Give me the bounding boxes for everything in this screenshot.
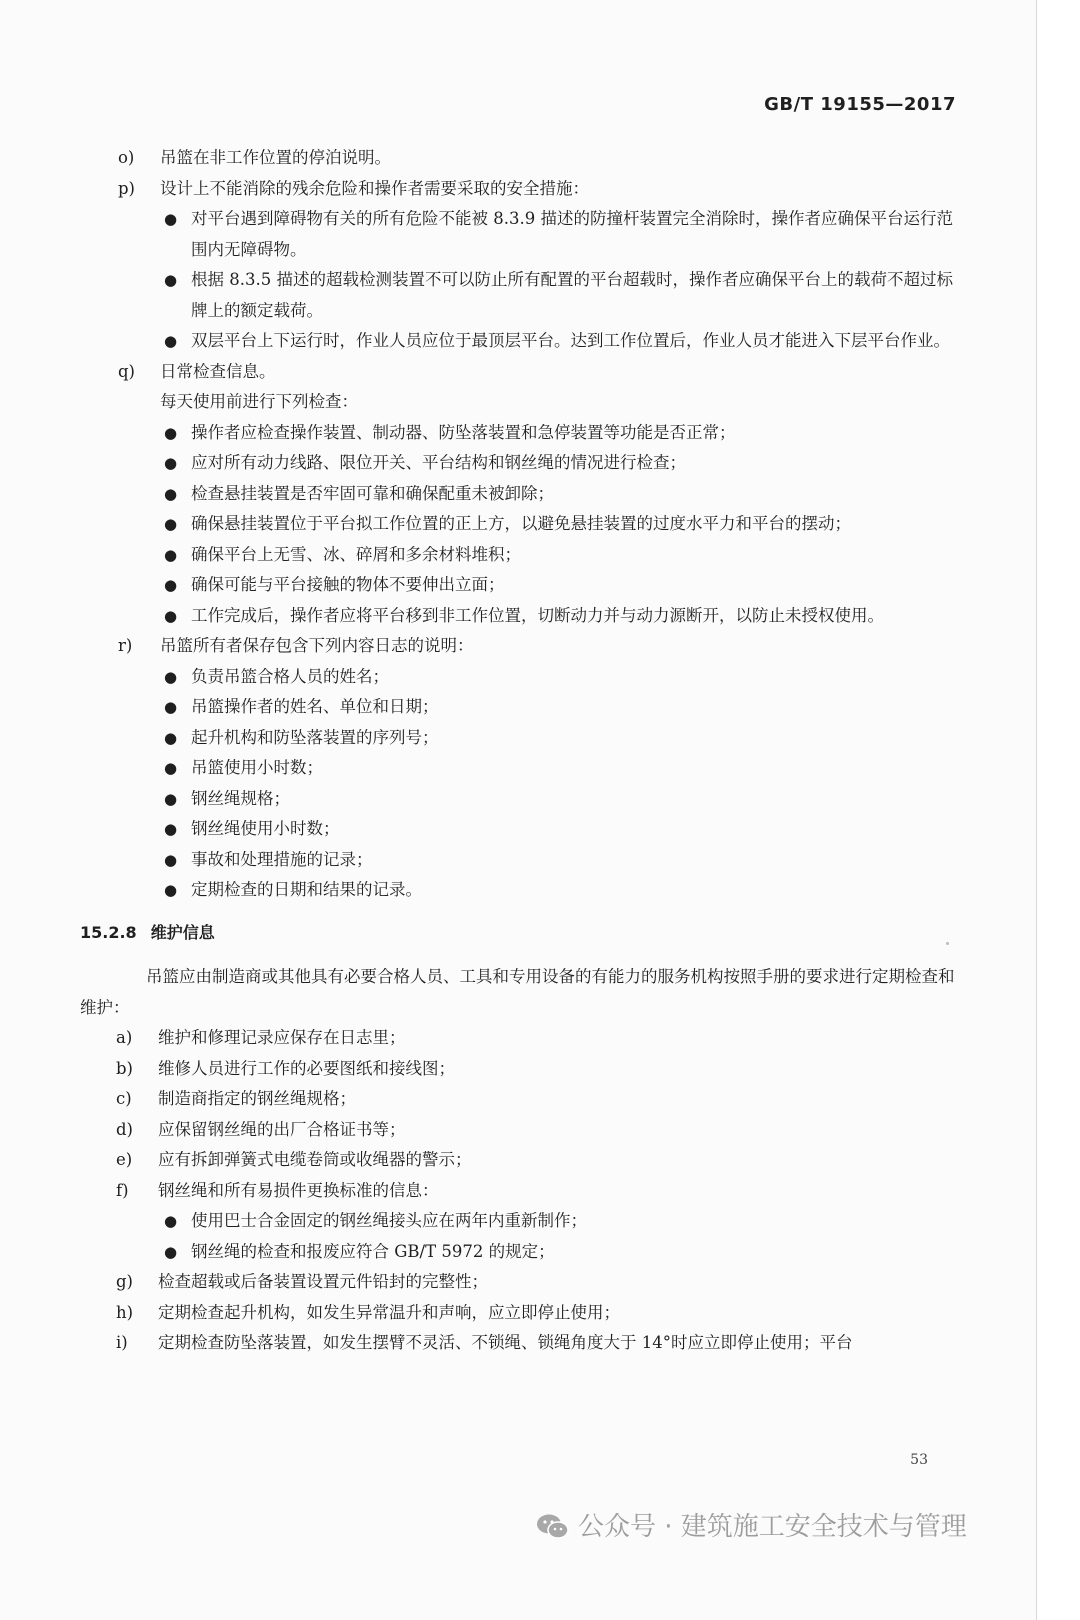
bullet-icon: ● xyxy=(164,698,178,716)
bullet-item: ● 确保平台上无雪、冰、碎屑和多余材料堆积； xyxy=(80,540,960,571)
bullet-icon: ● xyxy=(164,271,178,289)
bullet-icon: ● xyxy=(164,606,178,625)
bullet-item: ● 根据 8.3.5 描述的超载检测装置不可以防止所有配置的平台超载时，操作者应确保平台上的载荷不超过标牌上的额定载荷。 xyxy=(80,265,960,326)
page-number: 53 xyxy=(910,1452,928,1468)
bullet-icon: ● xyxy=(164,820,178,838)
bullet-icon: ● xyxy=(164,484,178,503)
bullet-item: ● 定期检查的日期和结果的记录。 xyxy=(80,875,960,906)
item-label: f) xyxy=(116,1180,129,1200)
section-heading xyxy=(80,918,960,949)
section-number: 15.2.8 xyxy=(80,922,137,942)
section-title: 维护信息 xyxy=(150,922,215,942)
bullet-item: ● 吊篮操作者的姓名、单位和日期； xyxy=(80,692,960,723)
bullet-item: ● 钢丝绳的检查和报废应符合 GB/T 5972 的规定； xyxy=(80,1237,960,1268)
bullet-icon: ● xyxy=(164,545,178,564)
bullet-item: ● 钢丝绳规格； xyxy=(80,784,960,815)
item-text: 应有拆卸弹簧式电缆卷筒或收绳器的警示； xyxy=(158,1150,472,1169)
bullet-item: ● 对平台遇到障碍物有关的所有危险不能被 8.3.9 描述的防撞杆装置完全消除时，操作者应确保平台运行范围内无障碍物。 xyxy=(80,204,960,265)
item-text: 设计上不能消除的残余危险和操作者需要采取的安全措施： xyxy=(160,178,589,198)
page-content xyxy=(80,143,960,1359)
list-item-h xyxy=(80,1298,960,1329)
list-item-r xyxy=(80,631,960,662)
item-text: 应保留钢丝绳的出厂合格证书等； xyxy=(158,1119,406,1139)
item-label: p) xyxy=(118,178,135,198)
bullet-icon: ● xyxy=(164,210,178,228)
item-label: i) xyxy=(116,1333,128,1352)
list-item-c xyxy=(80,1084,960,1115)
item-text: 吊篮在非工作位置的停泊说明。 xyxy=(160,148,391,167)
item-label: b) xyxy=(116,1058,133,1078)
item-label: r) xyxy=(118,636,133,655)
bullet-icon: ● xyxy=(164,1212,178,1230)
bullet-item: ● 吊篮使用小时数； xyxy=(80,753,960,784)
list-item-d xyxy=(80,1115,960,1146)
bullet-icon: ● xyxy=(164,789,178,808)
bullet-icon: ● xyxy=(164,332,178,350)
section-intro: 吊篮应由制造商或其他具有必要合格人员、工具和专用设备的有能力的服务机构按照手册的要求进行定期检查和维护： xyxy=(80,967,955,1017)
item-label: e) xyxy=(116,1150,133,1169)
item-text: 制造商指定的钢丝绳规格； xyxy=(158,1089,356,1108)
bullet-item: ● 事故和处理措施的记录； xyxy=(80,845,960,876)
list-item-e xyxy=(80,1145,960,1176)
bullet-item: ● 双层平台上下运行时，作业人员应位于最顶层平台。达到工作位置后，作业人员才能进入下层平台作业。 xyxy=(80,326,960,357)
item-text: 维修人员进行工作的必要图纸和接线图； xyxy=(158,1058,455,1078)
list-item-o xyxy=(80,143,960,174)
bullet-item: ● 操作者应检查操作装置、制动器、防坠落装置和急停装置等功能是否正常； xyxy=(80,418,960,449)
bullet-item: ● 确保可能与平台接触的物体不要伸出立面； xyxy=(80,570,960,601)
standard-code: GB/T 19155—2017 xyxy=(764,94,956,115)
item-label: q) xyxy=(118,361,135,381)
bullet-icon: ● xyxy=(164,423,178,442)
bullet-item: ● 起升机构和防坠落装置的序列号； xyxy=(80,723,960,754)
watermark-text: 公众号 · 建筑施工安全技术与管理 xyxy=(578,1512,967,1542)
item-text: 日常检查信息。 xyxy=(160,361,276,381)
item-label: o) xyxy=(118,148,135,167)
list-intro: 每天使用前进行下列检查： xyxy=(160,392,358,411)
item-text: 检查超载或后备装置设置元件铅封的完整性； xyxy=(158,1272,488,1291)
bullet-icon: ● xyxy=(164,728,178,747)
item-text: 维护和修理记录应保存在日志里； xyxy=(158,1028,406,1047)
bullet-icon: ● xyxy=(164,881,178,899)
bullet-icon: ● xyxy=(164,1242,178,1261)
bullet-item: ● 应对所有动力线路、限位开关、平台结构和钢丝绳的情况进行检查； xyxy=(80,448,960,479)
bullet-icon: ● xyxy=(164,576,178,594)
item-text: 定期检查起升机构，如发生异常温升和声响，应立即停止使用； xyxy=(158,1302,620,1322)
list-item-b xyxy=(80,1054,960,1085)
list-item-g xyxy=(80,1267,960,1298)
watermark xyxy=(536,1506,967,1543)
scan-speck xyxy=(946,942,949,945)
list-item-a xyxy=(80,1023,960,1054)
list-item-p xyxy=(80,174,960,205)
item-text: 钢丝绳和所有易损件更换标准的信息： xyxy=(158,1180,439,1200)
bullet-icon: ● xyxy=(164,454,178,472)
item-text: 定期检查防坠落装置，如发生摆臂不灵活、不锁绳、锁绳角度大于 14°时应立即停止使用；平台 xyxy=(158,1333,853,1352)
bullet-icon: ● xyxy=(164,515,178,533)
bullet-icon: ● xyxy=(164,759,178,777)
item-text: 吊篮所有者保存包含下列内容日志的说明： xyxy=(160,636,474,655)
item-label: g) xyxy=(116,1272,133,1291)
bullet-item: ● 使用巴士合金固定的钢丝绳接头应在两年内重新制作； xyxy=(80,1206,960,1237)
list-item-q xyxy=(80,357,960,388)
list-item-f xyxy=(80,1176,960,1207)
item-label: a) xyxy=(116,1028,133,1047)
bullet-icon: ● xyxy=(164,850,178,869)
item-label: c) xyxy=(116,1089,132,1108)
bullet-item: ● 钢丝绳使用小时数； xyxy=(80,814,960,845)
list-item-i xyxy=(80,1328,960,1359)
bullet-item: ● 确保悬挂装置位于平台拟工作位置的正上方，以避免悬挂装置的过度水平力和平台的摆动； xyxy=(80,509,960,540)
item-label: d) xyxy=(116,1119,133,1139)
bullet-item: ● 负责吊篮合格人员的姓名； xyxy=(80,662,960,693)
bullet-item: ● 检查悬挂装置是否牢固可靠和确保配重未被卸除； xyxy=(80,479,960,510)
item-label: h) xyxy=(116,1302,134,1322)
wechat-icon xyxy=(536,1513,570,1541)
bullet-icon: ● xyxy=(164,667,178,686)
bullet-item: ● 工作完成后，操作者应将平台移到非工作位置，切断动力并与动力源断开，以防止未授权使用。 xyxy=(80,601,960,632)
